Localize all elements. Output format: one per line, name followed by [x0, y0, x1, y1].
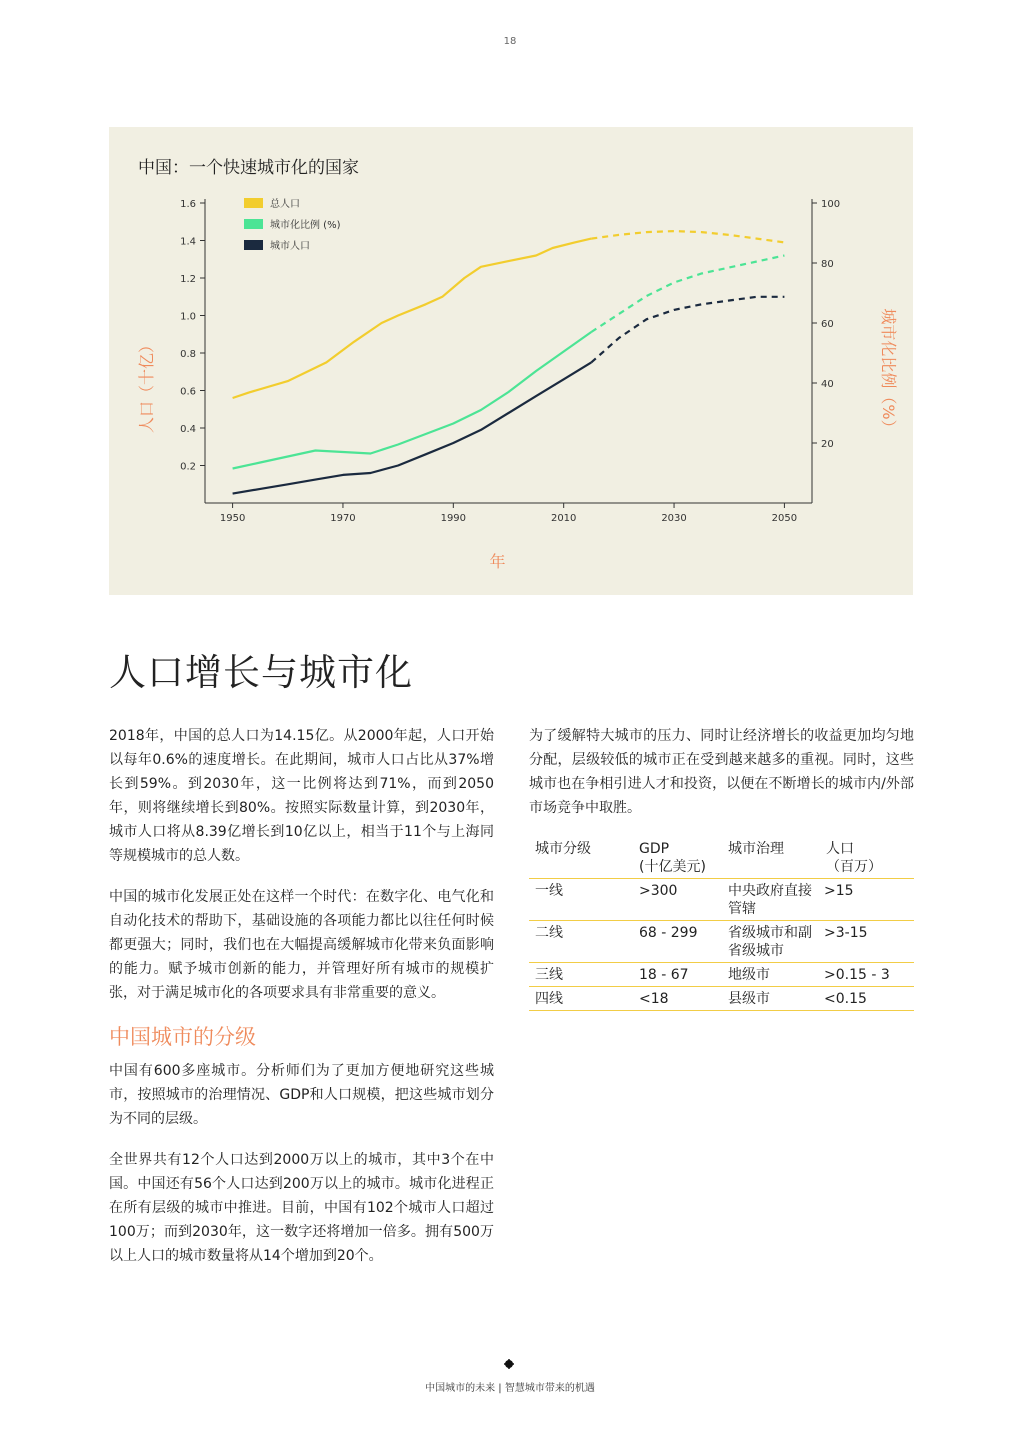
- legend-label: 城市人口: [270, 241, 310, 252]
- cell: 四线: [529, 987, 633, 1011]
- body-paragraph: 全世界共有12个人口达到2000万以上的城市，其中3个在中国。中国还有56个人口达到200万以上的城市。城市化进程正在所有层级的城市中推进。目前，中国有102个城市人口超过100万；而到2030年，这一数字还将增加一倍多。拥有500万以上人口的城市数量将从14个增加到20个。: [109, 1152, 494, 1264]
- right-column: [529, 724, 914, 1011]
- left-tick-label: 0.4: [180, 424, 196, 435]
- right-tick-label: 80: [821, 259, 834, 270]
- table-row: [529, 963, 914, 987]
- cell: 地级市: [722, 963, 818, 987]
- legend-swatch: [244, 219, 263, 229]
- header-gdp: GDP (十亿美元): [633, 837, 722, 879]
- logo-icon: [503, 1358, 515, 1370]
- footer: 中国城市的未来 | 智慧城市带来的机遇: [425, 1383, 595, 1394]
- series-projection-1: [591, 231, 784, 242]
- page-number: 18: [503, 36, 517, 47]
- x-tick-label: 1950: [219, 513, 246, 524]
- left-tick-label: 1.0: [180, 311, 196, 323]
- left-tick-label: 1.6: [180, 199, 196, 210]
- header-tier: 城市分级: [529, 837, 633, 879]
- series-line-2: [233, 332, 592, 469]
- cell: 县级市: [722, 987, 818, 1011]
- right-tick-label: 40: [821, 379, 834, 390]
- left-tick-label: 0.8: [180, 349, 196, 360]
- series-projection-3: [591, 297, 784, 363]
- x-tick-label: 1970: [330, 513, 356, 524]
- section-title: 人口增长与城市化: [109, 651, 413, 694]
- population-urbanization-chart: [109, 127, 913, 595]
- x-tick-label: 2010: [550, 513, 577, 524]
- cell: >0.15 - 3: [818, 963, 914, 987]
- cell: 一线: [529, 879, 633, 921]
- cell: 省级城市和副省级城市: [722, 921, 818, 963]
- left-tick-label: 0.2: [180, 461, 196, 473]
- legend-swatch: [244, 240, 263, 250]
- header-population: 人口 （百万）: [818, 837, 914, 879]
- cell: 三线: [529, 963, 633, 987]
- cell: <0.15: [818, 987, 914, 1011]
- table-header-row: [529, 837, 914, 879]
- legend-swatch: [244, 198, 263, 208]
- table-row: [529, 921, 914, 963]
- right-tick-label: 60: [821, 319, 834, 330]
- cell: 中央政府直接管辖: [722, 879, 818, 921]
- left-tick-label: 1.2: [180, 274, 196, 285]
- x-tick-label: 2030: [661, 513, 687, 524]
- right-tick-label: 20: [821, 439, 834, 450]
- table-row: [529, 987, 914, 1011]
- cell: 二线: [529, 921, 633, 963]
- left-tick-label: 1.4: [180, 236, 196, 248]
- body-paragraph: 2018年，中国的总人口为14.15亿。从2000年起，人口开始以每年0.6%的速度增长。在此期间，城市人口占比从37%增长到59%。到2030年，这一比例将达到71%，而到2050年，则将继续增长到80%。按照实际数量计算，到2030年，城市人口将从8.39亿增长到10亿以上，相当于11个与上海同等规模城市的总人数。: [109, 728, 494, 864]
- body-paragraph: 中国的城市化发展正处在这样一个时代：在数字化、电气化和自动化技术的帮助下，基础设施的各项能力都比以往任何时候都更强大；同时，我们也在大幅提高缓解城市化带来负面影响的能力。赋予城市创新的能力，并管理好所有城市的规模扩张，对于满足城市化的各项要求具有非常重要的意义。: [109, 889, 494, 1001]
- body-paragraph: 为了缓解特大城市的压力、同时让经济增长的收益更加均匀地分配，层级较低的城市正在受到越来越多的重视。同时，这些城市也在争相引进人才和投资，以便在不断增长的城市内/外部市场竞争中取胜。: [529, 728, 914, 816]
- cell: <18: [633, 987, 722, 1011]
- cell: >3-15: [818, 921, 914, 963]
- subheading: 中国城市的分级: [109, 1025, 256, 1049]
- cell: >300: [633, 879, 722, 921]
- x-axis-label: 年: [489, 552, 506, 571]
- left-tick-label: 0.6: [180, 386, 196, 398]
- x-tick-label: 2050: [771, 513, 798, 524]
- series-projection-2: [591, 256, 784, 333]
- cell: >15: [818, 879, 914, 921]
- cell: 68 - 299: [633, 921, 722, 963]
- legend-label: 城市化比例 (%): [270, 220, 341, 231]
- left-axis-label: 人口（十亿）: [137, 336, 156, 434]
- right-axis-label: 城市化比例（%）: [879, 308, 898, 436]
- body-paragraph: 中国有600多座城市。分析师们为了更加方便地研究这些城市，按照城市的治理情况、GDP和人口规模，把这些城市划分为不同的层级。: [109, 1063, 494, 1127]
- chart-panel: [109, 127, 913, 595]
- cell: 18 - 67: [633, 963, 722, 987]
- series-line-1: [233, 239, 592, 398]
- chart-title: 中国：一个快速城市化的国家: [138, 158, 359, 178]
- table-row: [529, 879, 914, 921]
- left-column: [109, 724, 494, 1285]
- right-tick-label: 100: [821, 199, 841, 210]
- x-tick-label: 1990: [440, 513, 467, 524]
- city-tier-table: [529, 837, 914, 1011]
- legend-label: 总人口: [270, 199, 300, 210]
- header-governance: 城市治理: [722, 837, 818, 879]
